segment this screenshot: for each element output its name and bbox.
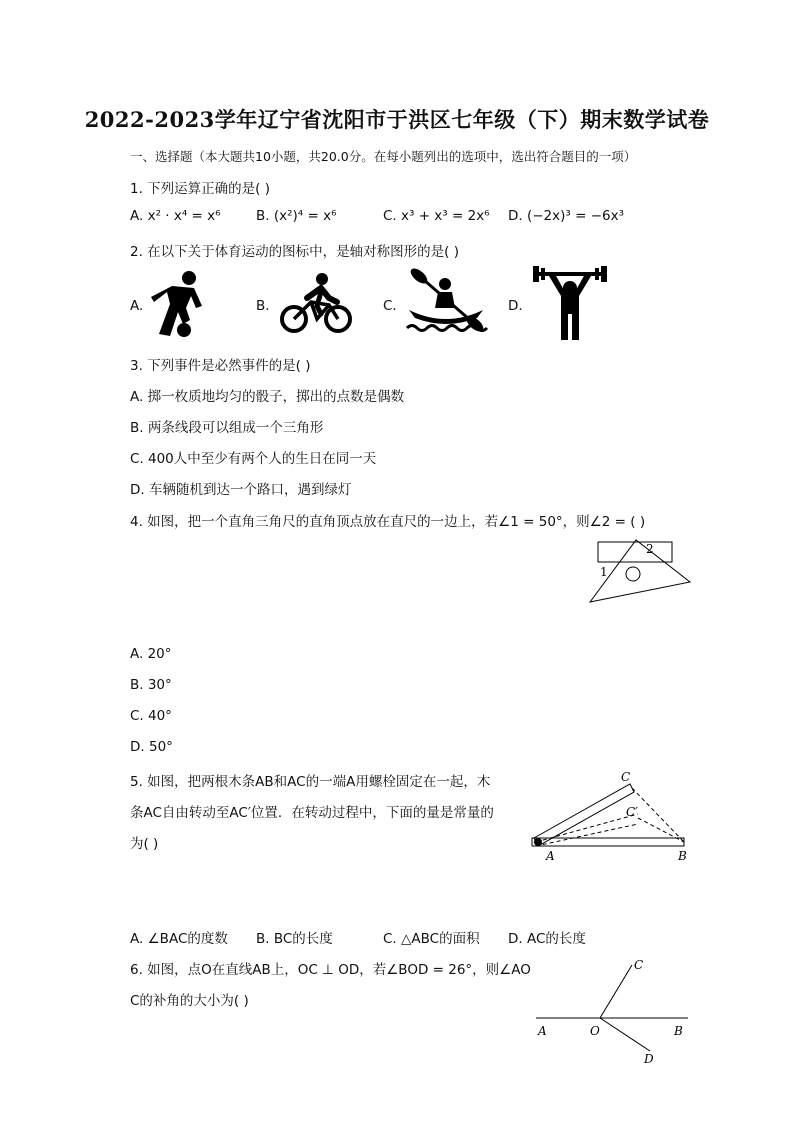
q4-angle-2-label: 2 (646, 542, 654, 556)
q1-option-a: A. x² · x⁴ = x⁶ (130, 208, 221, 224)
q4-angle-1-label: 1 (600, 565, 608, 579)
q5-option-d: D. AC的长度 (508, 931, 586, 947)
q6-point-b-label: B (674, 1024, 683, 1038)
q1-option-c: C. x³ + x³ = 2x⁶ (383, 208, 490, 224)
q5-sticks-figure (526, 768, 698, 864)
kayaker-icon (405, 268, 487, 338)
q2-label-a: A. (130, 298, 144, 314)
q5-option-c: C. △ABC的面积 (383, 931, 480, 947)
q1-stem: 1. 下列运算正确的是( ) (130, 181, 270, 197)
weightlifter-icon (531, 266, 609, 342)
q4-option-c: C. 40° (130, 708, 172, 724)
q6-point-a-label: A (538, 1024, 547, 1038)
q2-label-b: B. (256, 298, 270, 314)
q5-option-a: A. ∠BAC的度数 (130, 931, 228, 947)
q3-option-c: C. 400人中至少有两个人的生日在同一天 (130, 451, 377, 467)
q5-option-b: B. BC的长度 (256, 931, 333, 947)
soccer-player-icon (150, 268, 210, 340)
q3-option-a: A. 掷一枚质地均匀的骰子，掷出的点数是偶数 (130, 389, 405, 405)
q6-point-o-label: O (590, 1024, 600, 1038)
q4-option-a: A. 20° (130, 646, 172, 662)
q5-stem-line1: 5. 如图，把两根木条AB和AC的一端A用螺栓固定在一起，木 (130, 774, 491, 790)
q1-option-d: D. (−2x)³ = −6x³ (508, 208, 625, 224)
q6-line-angle-figure (534, 955, 694, 1067)
q6-stem-line2: C的补角的大小为( ) (130, 993, 249, 1009)
q6-point-d-label: D (644, 1052, 654, 1066)
q3-option-b: B. 两条线段可以组成一个三角形 (130, 420, 324, 436)
q1-option-b: B. (x²)⁴ = x⁶ (256, 208, 337, 224)
q4-option-d: D. 50° (130, 739, 173, 755)
q2-label-c: C. (383, 298, 397, 314)
q5-stem-line2: 条AC自由转动至AC′位置．在转动过程中，下面的量是常量的 (130, 805, 494, 821)
q4-ruler-triangle-figure (588, 538, 694, 606)
q5-stem-line3: 为( ) (130, 836, 159, 852)
q6-stem-line1: 6. 如图，点O在直线AB上，OC ⊥ OD，若∠BOD = 26°，则∠AO (130, 962, 531, 978)
q4-stem: 4. 如图，把一个直角三角尺的直角顶点放在直尺的一边上，若∠1 = 50°，则∠2 = ( ) (130, 514, 646, 530)
cyclist-icon (279, 272, 355, 336)
page-title: 2022-2023学年辽宁省沈阳市于洪区七年级（下）期末数学试卷 (84, 107, 710, 132)
q2-stem: 2. 在以下关于体育运动的图标中，是轴对称图形的是( ) (130, 244, 459, 260)
q4-option-b: B. 30° (130, 677, 172, 693)
q2-label-d: D. (508, 298, 523, 314)
q5-point-c-label: C (621, 770, 631, 784)
q5-point-a-label: A (546, 849, 555, 863)
section-heading: 一、选择题（本大题共10小题，共20.0分。在每小题列出的选项中，选出符合题目的一项） (130, 149, 637, 164)
q6-point-c-label: C (634, 958, 644, 972)
q5-point-b-label: B (678, 849, 687, 863)
q3-option-d: D. 车辆随机到达一个路口，遇到绿灯 (130, 482, 352, 498)
q3-stem: 3. 下列事件是必然事件的是( ) (130, 358, 311, 374)
q5-point-c-prime-label: C′ (626, 805, 638, 819)
